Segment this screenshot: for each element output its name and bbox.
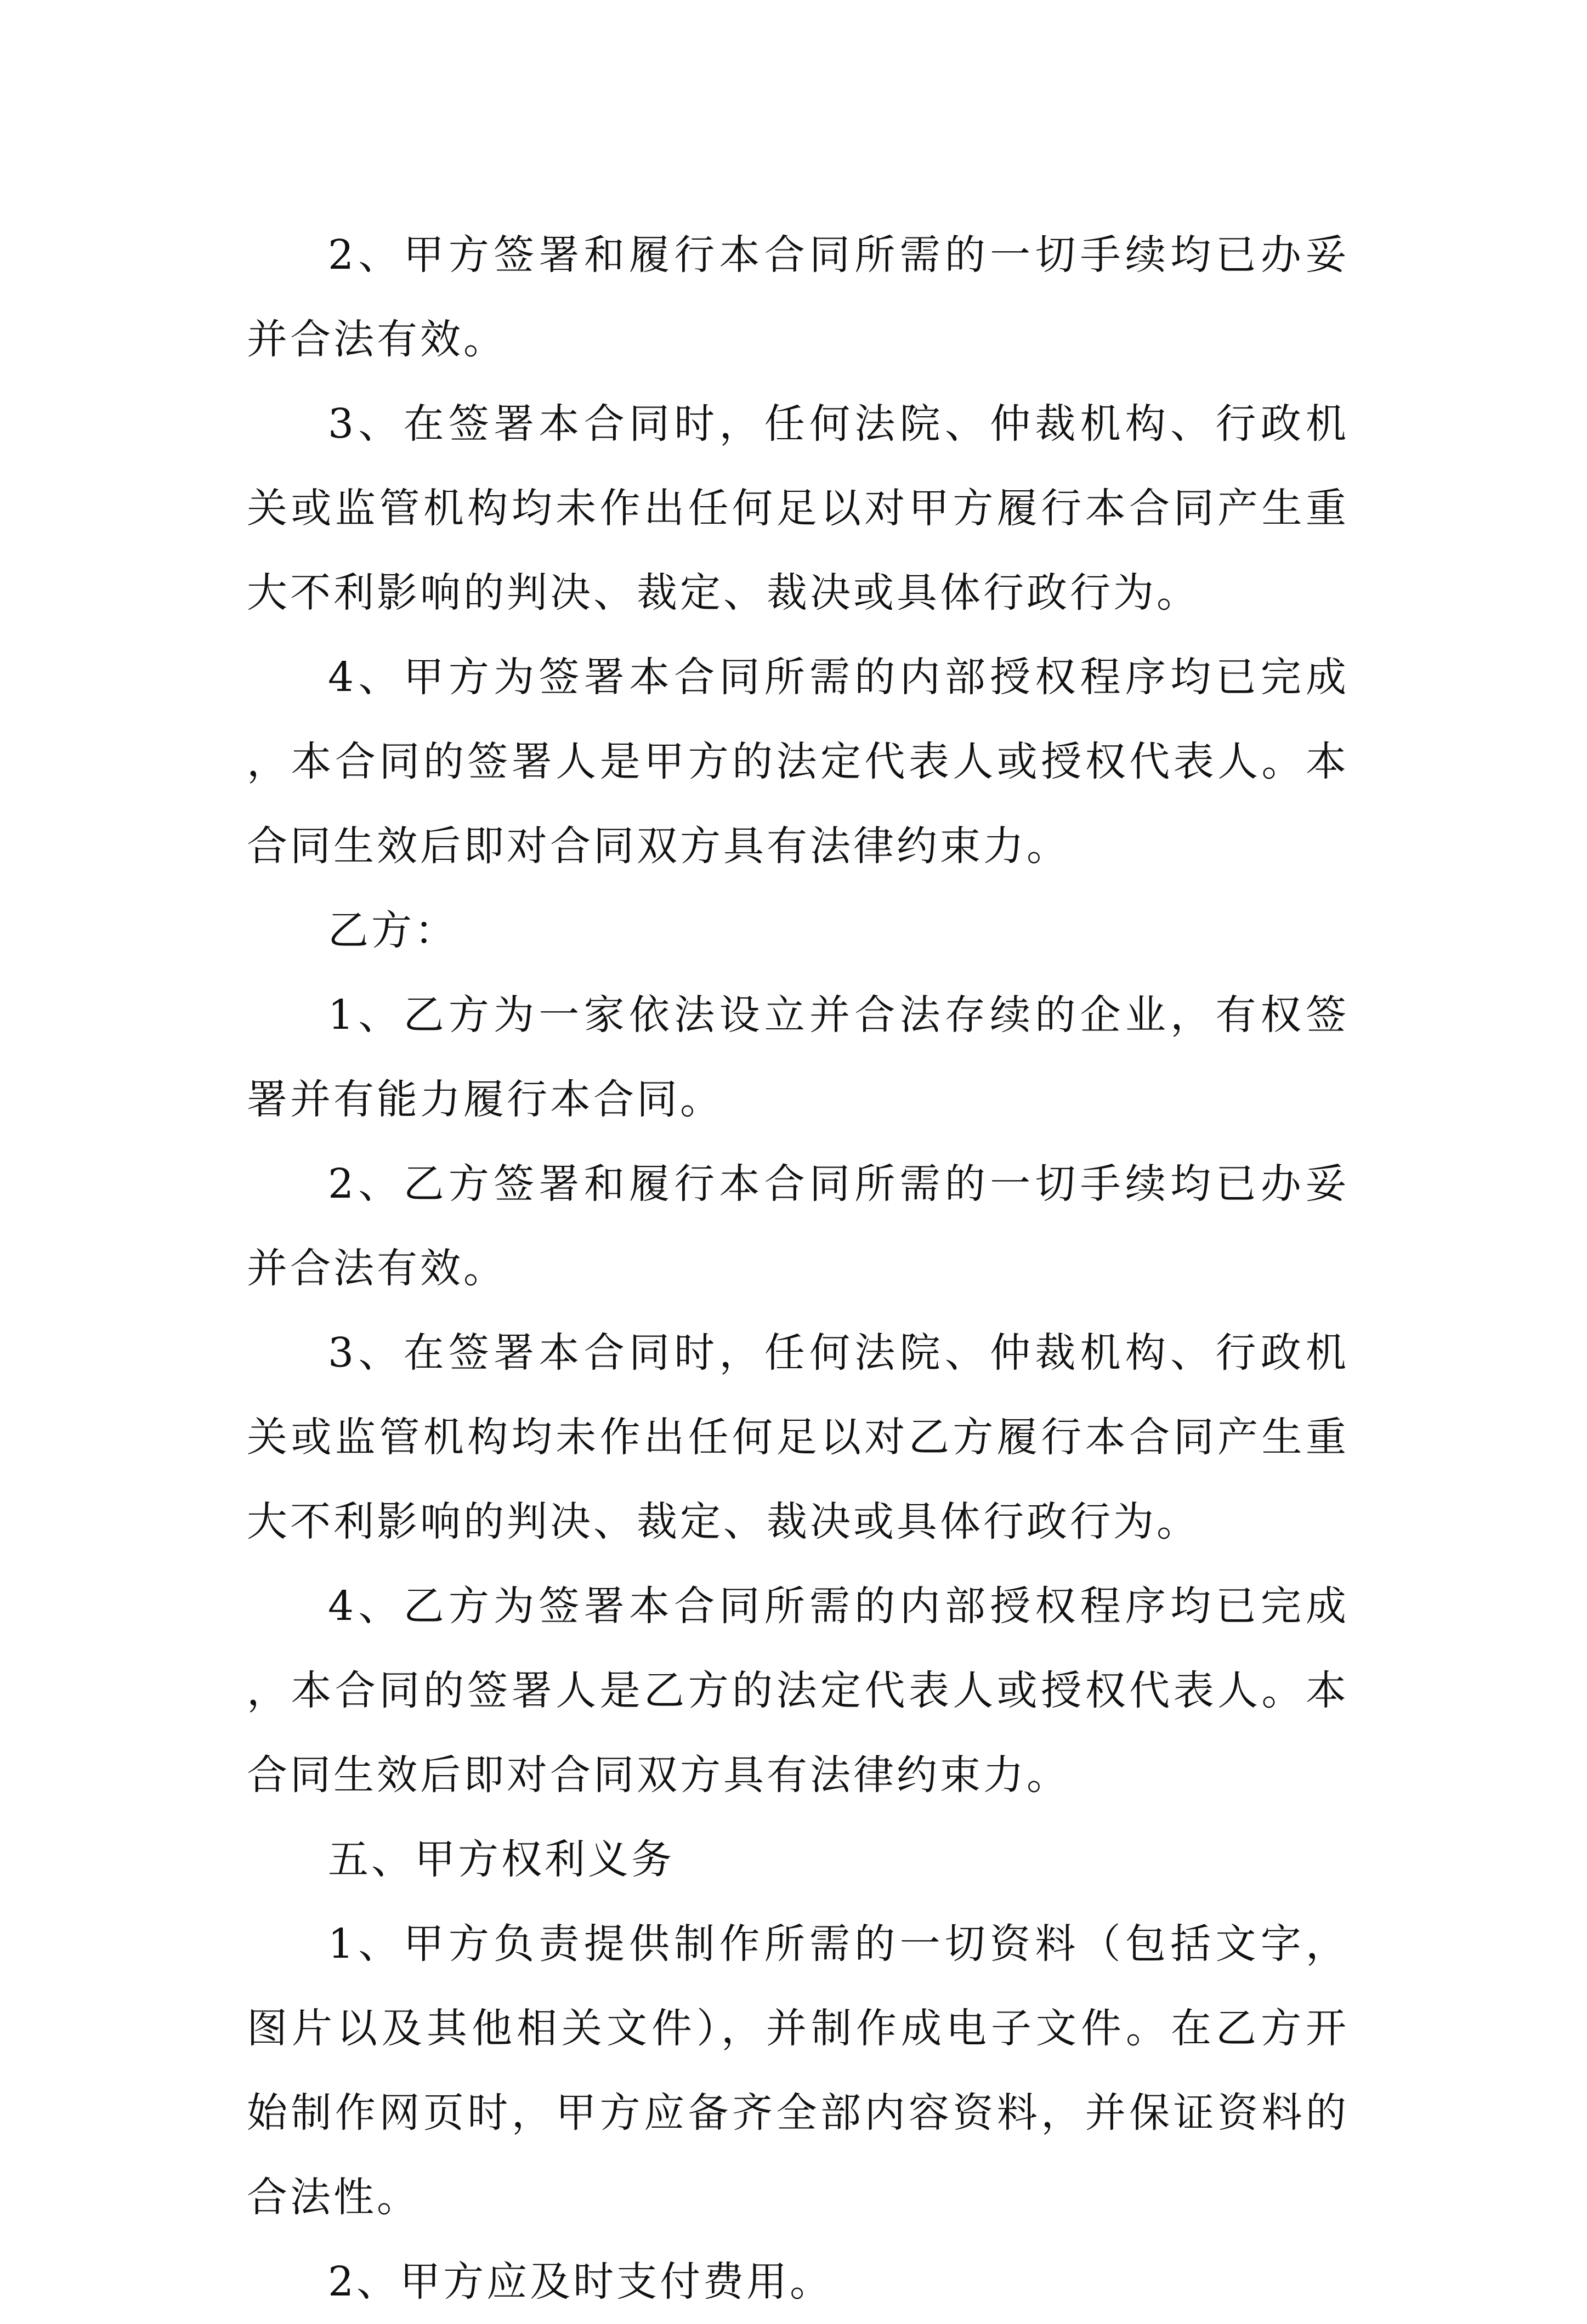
- paragraph-party-a-clause-4: 4、甲方为签署本合同所需的内部授权程序均已完成，本合同的签署人是甲方的法定代表人或授权代表人。本合同生效后即对合同双方具有法律约束力。: [247, 654, 1349, 870]
- paragraph-party-a-clause-2: 2、甲方签署和履行本合同所需的一切手续均已办妥并合法有效。: [247, 231, 1349, 363]
- paragraph-party-a-rights-2: 2、甲方应及时支付费用。: [328, 2258, 834, 2305]
- party-b-heading: 乙方：: [328, 907, 458, 954]
- document-body: [247, 213, 1349, 2324]
- paragraph-party-b-clause-4: 4、乙方为签署本合同所需的内部授权程序均已完成，本合同的签署人是乙方的法定代表人或授权代表人。本合同生效后即对合同双方具有法律约束力。: [247, 1583, 1349, 1799]
- paragraph-party-a-rights-1: 1、甲方负责提供制作所需的一切资料（包括文字，图片以及其他相关文件），并制作成电子文件。在乙方开始制作网页时，甲方应备齐全部内容资料，并保证资料的合法性。: [247, 1920, 1349, 2221]
- paragraph-party-a-clause-3: 3、在签署本合同时，任何法院、仲裁机构、行政机关或监管机构均未作出任何足以对甲方履行本合同产生重大不利影响的判决、裁定、裁决或具体行政行为。: [247, 400, 1349, 616]
- section-heading-party-a-rights: 五、甲方权利义务: [328, 1836, 675, 1883]
- paragraph-party-b-clause-2: 2、乙方签署和履行本合同所需的一切手续均已办妥并合法有效。: [247, 1160, 1349, 1292]
- paragraph-party-b-clause-3: 3、在签署本合同时，任何法院、仲裁机构、行政机关或监管机构均未作出任何足以对乙方履行本合同产生重大不利影响的判决、裁定、裁决或具体行政行为。: [247, 1329, 1349, 1545]
- paragraph-party-b-clause-1: 1、乙方为一家依法设立并合法存续的企业，有权签署并有能力履行本合同。: [247, 991, 1349, 1123]
